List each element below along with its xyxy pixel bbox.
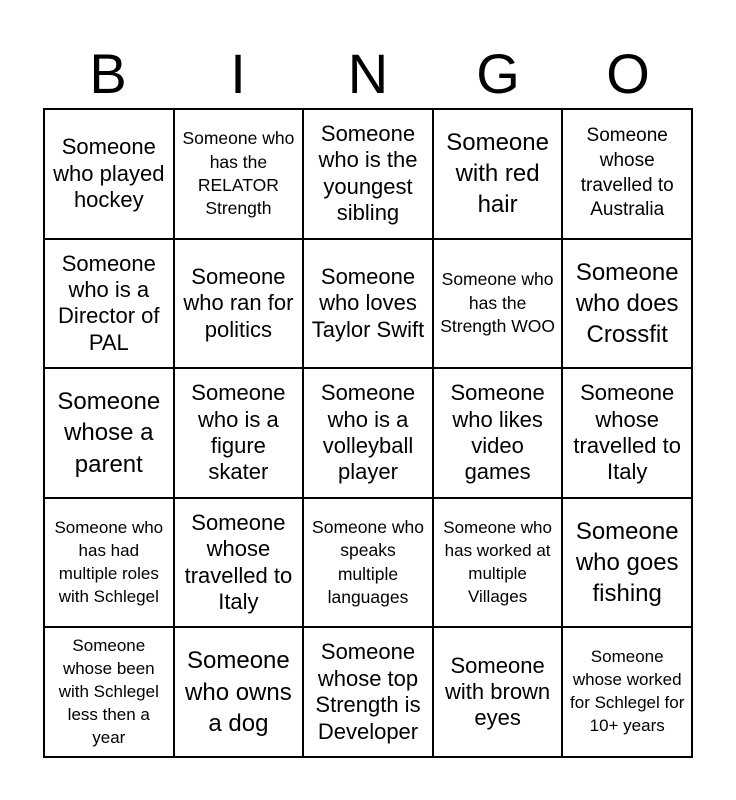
bingo-cell[interactable]: Someone who goes fishing	[562, 498, 692, 628]
header-letter-i: I	[230, 42, 246, 105]
bingo-cell[interactable]: Someone whose travelled to Italy	[174, 498, 304, 628]
bingo-cell[interactable]: Someone whose travelled to Australia	[562, 109, 692, 239]
bingo-cell[interactable]: Someone who played hockey	[44, 109, 174, 239]
bingo-cell[interactable]: Someone who is the youngest sibling	[303, 109, 433, 239]
bingo-cell[interactable]: Someone whose a parent	[44, 368, 174, 498]
bingo-cell[interactable]: Someone who does Crossfit	[562, 239, 692, 369]
bingo-cell[interactable]: Someone who speaks multiple languages	[303, 498, 433, 628]
bingo-cell[interactable]: Someone who has worked at multiple Villages	[433, 498, 563, 628]
header-letter-o: O	[606, 42, 650, 105]
header-letter-g: G	[476, 42, 520, 105]
bingo-cell[interactable]: Someone who has the RELATOR Strength	[174, 109, 304, 239]
bingo-header	[43, 40, 693, 108]
bingo-cell[interactable]: Someone whose been with Schlegel less then a year	[44, 627, 174, 757]
header-letter-b: B	[89, 42, 127, 105]
bingo-cell[interactable]: Someone whose travelled to Italy	[562, 368, 692, 498]
bingo-grid	[43, 108, 693, 758]
header-letter-n: N	[347, 42, 389, 105]
bingo-cell[interactable]: Someone who owns a dog	[174, 627, 304, 757]
bingo-cell[interactable]: Someone whose worked for Schlegel for 10+ years	[562, 627, 692, 757]
bingo-cell[interactable]: Someone who has the Strength WOO	[433, 239, 563, 369]
bingo-cell[interactable]: Someone who likes video games	[433, 368, 563, 498]
bingo-cell[interactable]: Someone who is a volleyball player	[303, 368, 433, 498]
bingo-cell[interactable]: Someone with brown eyes	[433, 627, 563, 757]
bingo-cell[interactable]: Someone who ran for politics	[174, 239, 304, 369]
bingo-cell[interactable]: Someone who loves Taylor Swift	[303, 239, 433, 369]
bingo-cell[interactable]: Someone whose top Strength is Developer	[303, 627, 433, 757]
bingo-cell[interactable]: Someone who is a figure skater	[174, 368, 304, 498]
bingo-cell[interactable]: Someone who is a Director of PAL	[44, 239, 174, 369]
bingo-cell[interactable]: Someone with red hair	[433, 109, 563, 239]
bingo-cell[interactable]: Someone who has had multiple roles with Schlegel	[44, 498, 174, 628]
